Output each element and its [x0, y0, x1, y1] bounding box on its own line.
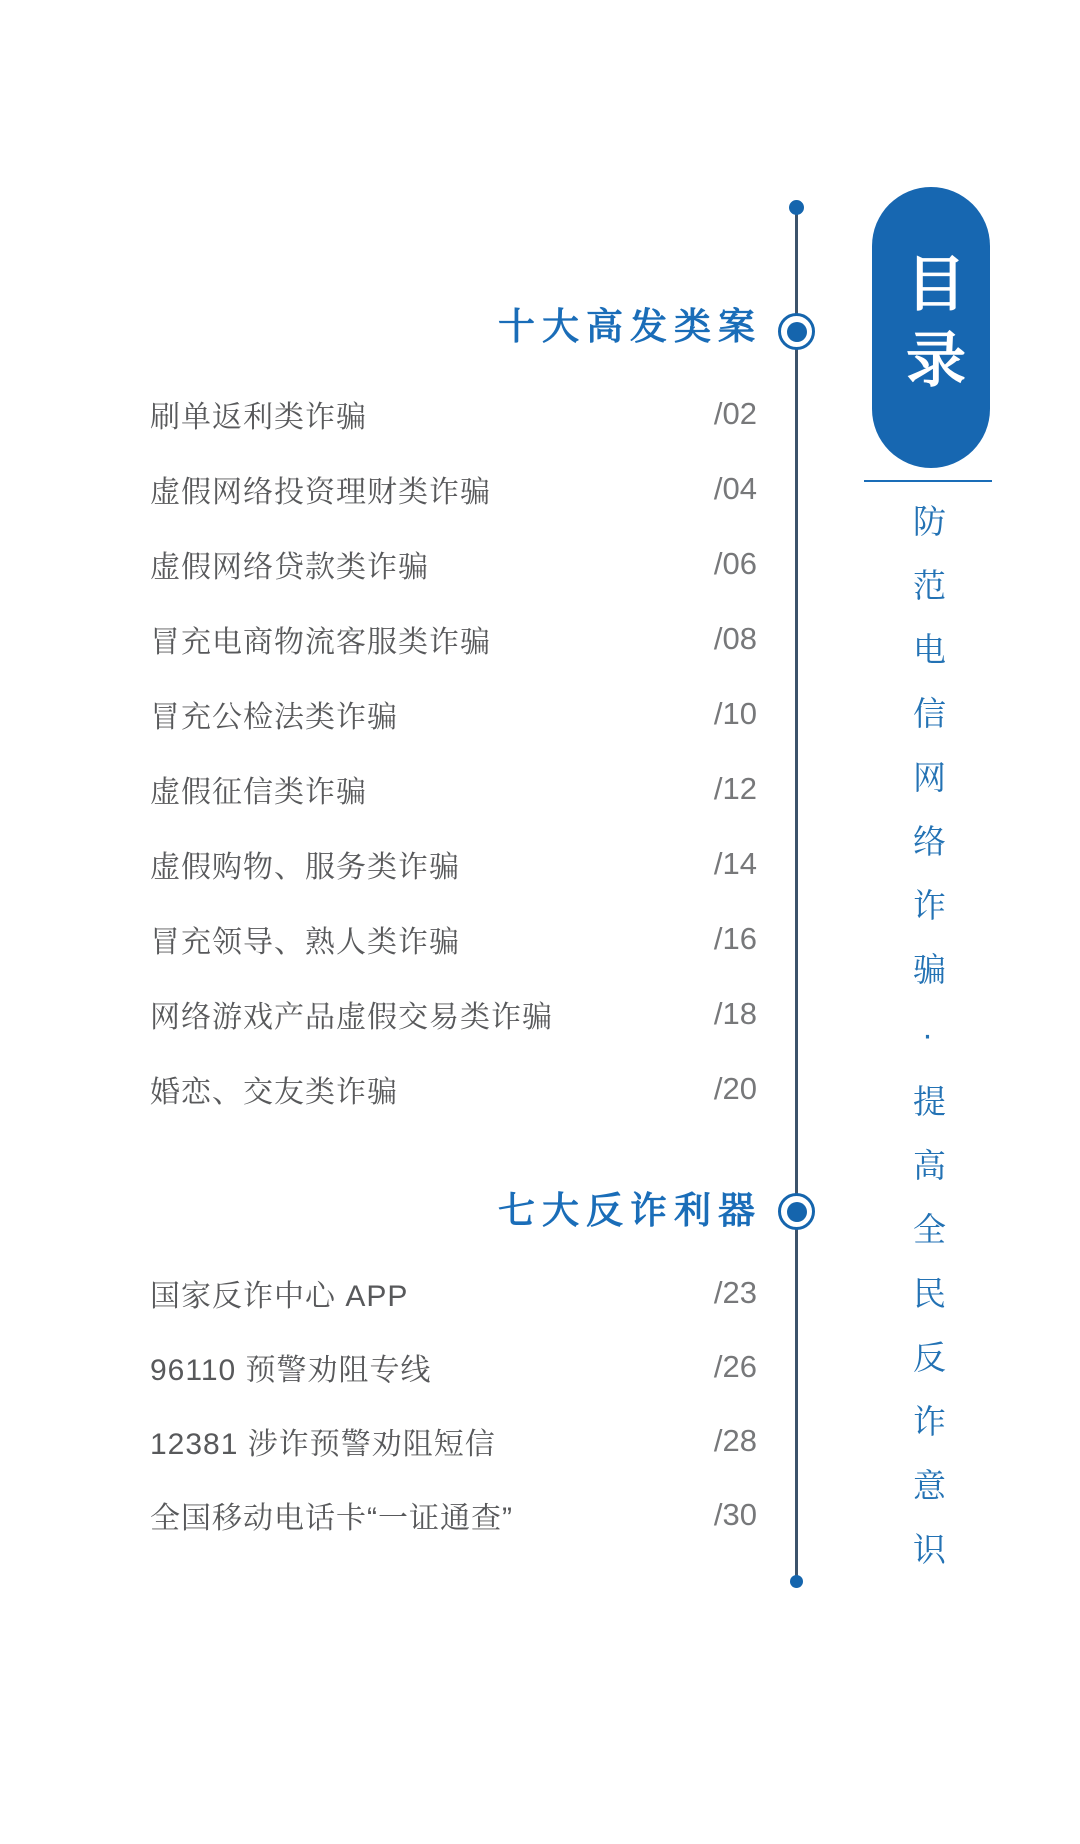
toc-entry-page: /20 — [713, 1070, 757, 1106]
toc-entry-label: 冒充公检法类诈骗 — [150, 700, 398, 734]
toc-entry-label: 12381 涉诈预警劝阻短信 — [150, 1428, 496, 1461]
toc-entry[interactable] — [150, 826, 757, 901]
toc-list-anti-fraud-tools — [150, 1256, 757, 1552]
toc-entry-label: 虚假购物、服务类诈骗 — [150, 850, 460, 884]
toc-entry[interactable] — [150, 1330, 757, 1404]
toc-entry-page: /02 — [713, 395, 757, 431]
divider-line — [864, 480, 992, 482]
toc-entry-label: 全国移动电话卡“一证通查” — [150, 1502, 513, 1535]
toc-entry-page: /16 — [713, 920, 757, 956]
toc-list-high-incidence-cases — [150, 376, 757, 1126]
toc-entry-page: /14 — [713, 845, 757, 881]
toc-entry-page: /26 — [713, 1349, 757, 1384]
toc-entry[interactable] — [150, 901, 757, 976]
toc-entry-label: 虚假网络贷款类诈骗 — [150, 550, 429, 584]
toc-entry[interactable] — [150, 376, 757, 451]
slogan-vertical-text: 防范电信网络诈骗·提高全民反诈意识 — [909, 504, 946, 1596]
section-title-anti-fraud-tools: 七大反诈利器 — [498, 1190, 762, 1231]
toc-entry-page: /18 — [713, 995, 757, 1031]
toc-entry-label: 婚恋、交友类诈骗 — [150, 1075, 398, 1109]
timeline-end-dot — [790, 1575, 803, 1588]
toc-badge-label: 目录 — [898, 251, 964, 404]
toc-entry-label: 冒充领导、熟人类诈骗 — [150, 925, 460, 959]
toc-entry-page: /10 — [713, 695, 757, 731]
section-2-marker-core — [787, 1202, 807, 1222]
toc-entry[interactable] — [150, 676, 757, 751]
section-1-marker-core — [787, 322, 807, 342]
timeline-start-dot — [789, 200, 804, 215]
toc-entry-label: 虚假征信类诈骗 — [150, 775, 367, 809]
section-2-marker-dot — [778, 1193, 815, 1230]
toc-entry-page: /08 — [713, 620, 757, 656]
timeline-line — [795, 207, 798, 1582]
section-1-marker-dot — [778, 313, 815, 350]
toc-entry-page: /12 — [713, 770, 757, 806]
toc-entry-label: 96110 预警劝阻专线 — [150, 1354, 432, 1387]
toc-entry-page: /04 — [713, 470, 757, 506]
toc-entry[interactable] — [150, 1051, 757, 1126]
toc-entry[interactable] — [150, 451, 757, 526]
toc-entry[interactable] — [150, 526, 757, 601]
toc-entry-page: /30 — [713, 1497, 757, 1532]
toc-entry-label: 国家反诈中心 APP — [150, 1280, 409, 1313]
toc-entry[interactable] — [150, 1478, 757, 1552]
toc-entry-label: 刷单返利类诈骗 — [150, 400, 367, 434]
toc-entry-label: 冒充电商物流客服类诈骗 — [150, 625, 491, 659]
toc-entry-page: /23 — [713, 1275, 757, 1310]
toc-entry-label: 网络游戏产品虚假交易类诈骗 — [150, 1000, 553, 1034]
toc-entry-label: 虚假网络投资理财类诈骗 — [150, 475, 491, 509]
toc-entry-page: /28 — [713, 1423, 757, 1458]
toc-entry[interactable] — [150, 601, 757, 676]
toc-entry[interactable] — [150, 976, 757, 1051]
toc-entry-page: /06 — [713, 545, 757, 581]
section-title-high-incidence-cases: 十大高发类案 — [498, 306, 762, 347]
toc-entry[interactable] — [150, 1404, 757, 1478]
toc-badge — [872, 187, 990, 468]
toc-entry[interactable] — [150, 751, 757, 826]
toc-entry[interactable] — [150, 1256, 757, 1330]
